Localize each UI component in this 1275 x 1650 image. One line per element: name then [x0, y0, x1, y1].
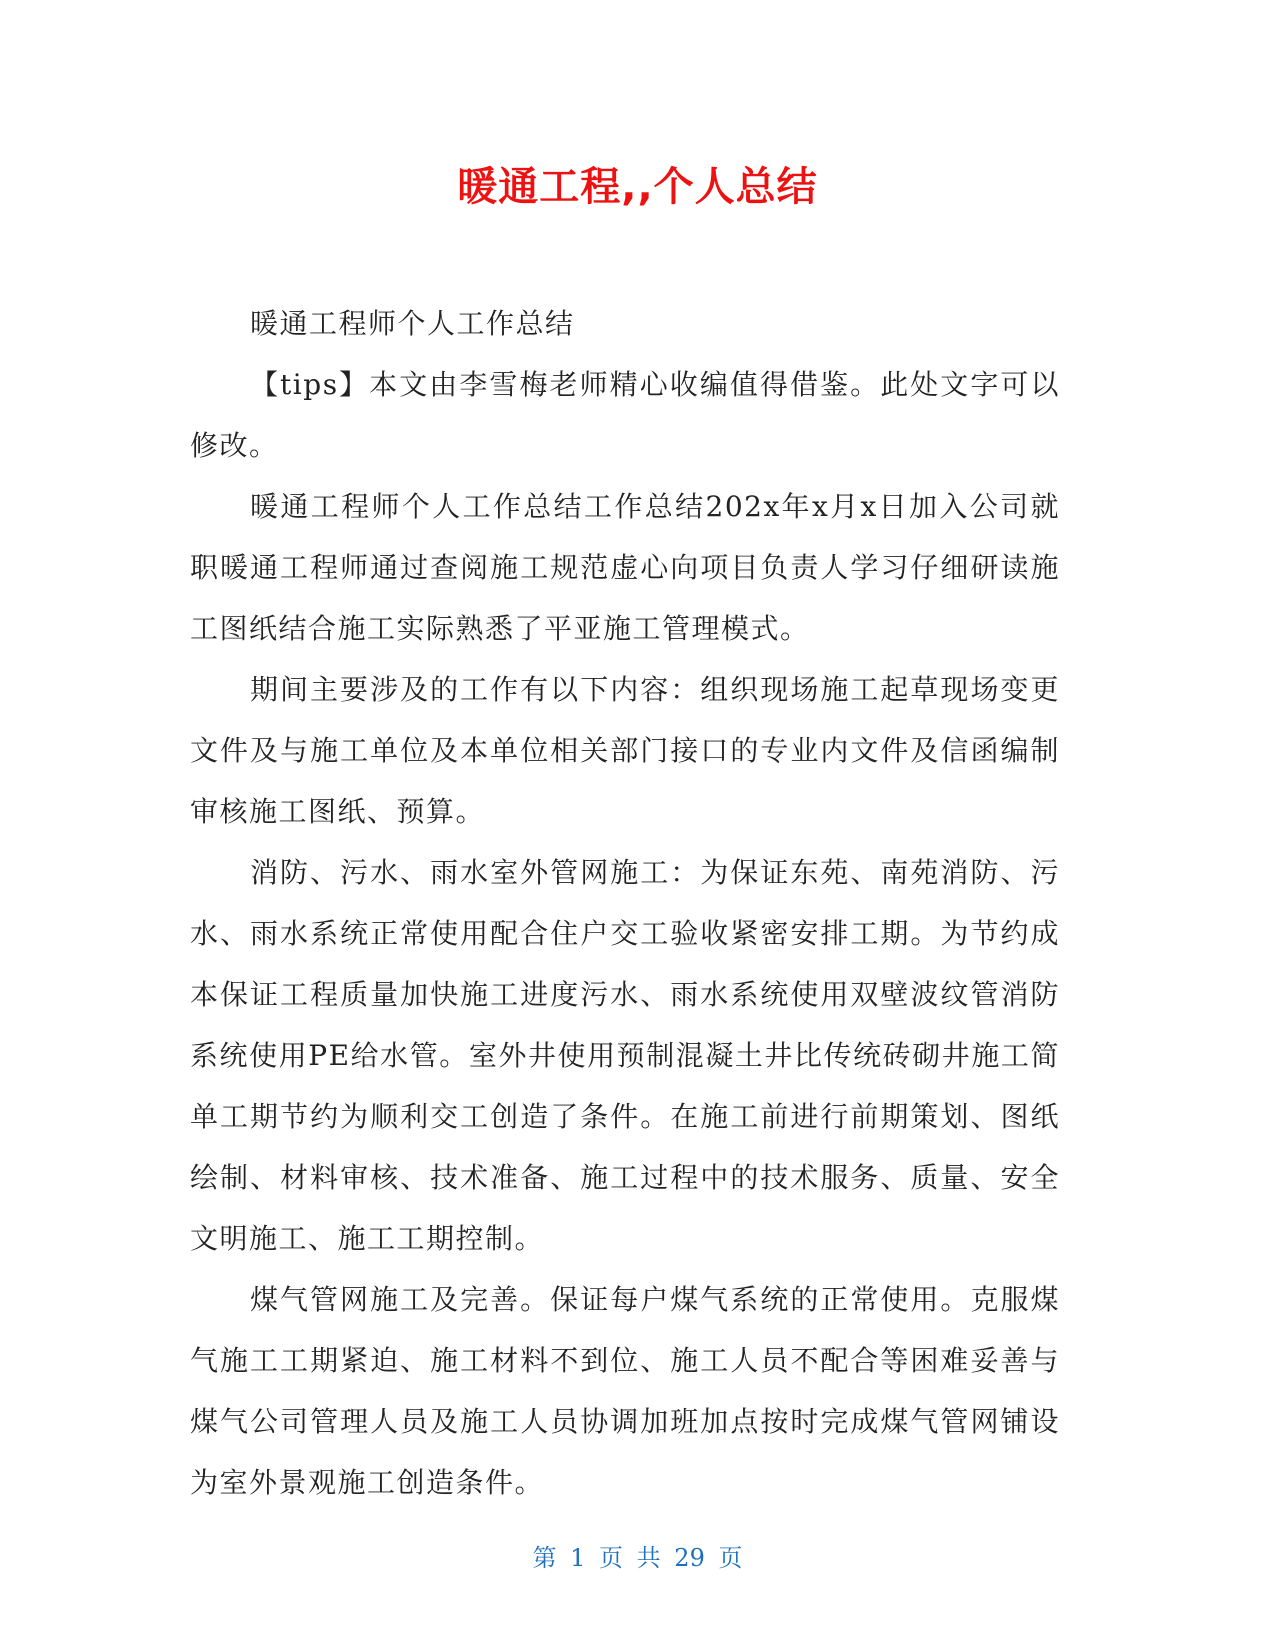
paragraph-drainage: 消防、污水、雨水室外管网施工：为保证东苑、南苑消防、污水、雨水系统正常使用配合住户交工验收紧密安排工期。为节约成本保证工程质量加快施工进度污水、雨水系统使用双壁波纹管消防系统使用PE给水管。室外井使用预制混凝土井比传统砖砌井施工简单工期节约为顺利交工创造了条件。在施工前进行前期策划、图纸绘制、材料审核、技术准备、施工过程中的技术服务、质量、安全文明施工、施工工期控制。	[190, 856, 1060, 1255]
paragraph-duties: 期间主要涉及的工作有以下内容：组织现场施工起草现场变更文件及与施工单位及本单位相关部门接口的专业内文件及信函编制审核施工图纸、预算。	[190, 673, 1060, 828]
paragraph-intro: 暖通工程师个人工作总结工作总结202x年x月x日加入公司就职暖通工程师通过查阅施工规范虚心向项目负责人学习仔细研读施工图纸结合施工实际熟悉了平亚施工管理模式。	[190, 490, 1060, 645]
paragraph-heading: 暖通工程师个人工作总结	[250, 307, 575, 340]
paragraph-tips: 【tips】本文由李雪梅老师精心收编值得借鉴。此处文字可以修改。	[190, 368, 1060, 462]
document-title: 暖通工程,,个人总结	[457, 164, 818, 210]
page-number: 第 1 页 共 29 页	[532, 1544, 743, 1572]
paragraph-gas: 煤气管网施工及完善。保证每户煤气系统的正常使用。克服煤气施工工期紧迫、施工材料不到位、施工人员不配合等困难妥善与煤气公司管理人员及施工人员协调加班加点按时完成煤气管网铺设为室外景观施工创造条件。	[190, 1283, 1060, 1499]
document-body	[190, 293, 1060, 1513]
